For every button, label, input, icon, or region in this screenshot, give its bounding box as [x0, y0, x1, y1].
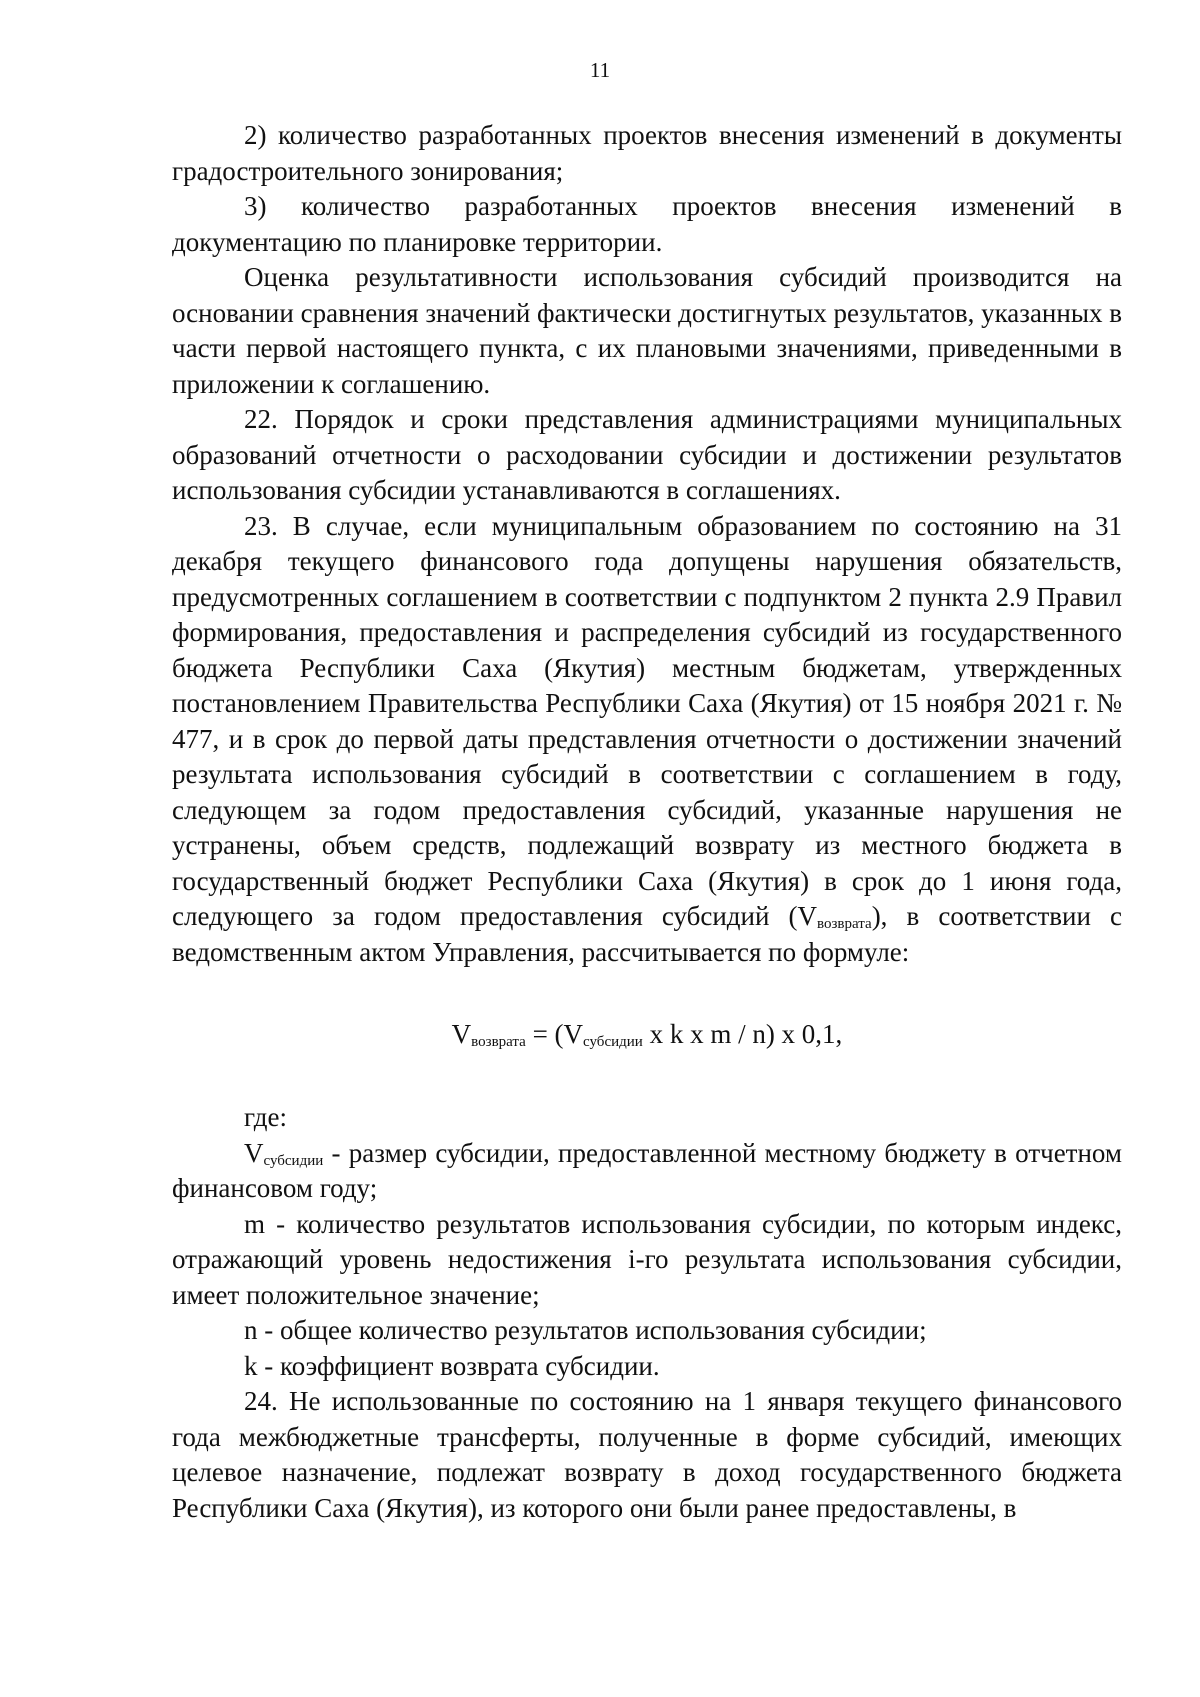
paragraph-23: [172, 509, 1122, 971]
paragraph-23-text: 23. В случае, если муниципальным образованием по состоянию на 31 декабря текущего финансового года допущены нарушения обязательств, предусмотренных соглашением в соответствии с подпунктом 2 пункта 2.9 Правил формирования, предоставления и распределения субсидий из государственного бюджета Республики Саха (Якутия) местным бюджетам, утвержденных постановлением Правительства Республики Саха (Якутия) от 15 ноября 2021 г. № 477, и в срок до первой даты представления отчетности о достижении значений результата использования субсидий в соответствии с соглашением в году, следующем за годом предоставления субсидий, указанные нарушения не устранены, объем средств, подлежащий возврату из местного бюджета в государственный бюджет Республики Саха (Якутия) в срок до 1 июня года, следующего за годом предоставления субсидий (V: [172, 510, 1122, 931]
formula-lhs-subscript: возврата: [471, 1034, 526, 1050]
definition-n: n - общее количество результатов использования субсидии;: [244, 1315, 927, 1345]
definition-subscript: субсидии: [263, 1152, 324, 1169]
paragraph-23-subscript: возврата: [817, 916, 872, 932]
definition-m: m - количество результатов использования субсидии, по которым индекс, отражающий уровень недостижения i-го результата использования субсидии, имеет положительное значение;: [172, 1208, 1122, 1310]
paragraph-evaluation: Оценка результативности использования субсидий производится на основании сравнения значений фактически достигнутых результатов, указанных в части первой настоящего пункта, с их плановыми значениями, приведенными в приложении к соглашению.: [172, 262, 1122, 399]
where-label: где:: [244, 1102, 287, 1132]
paragraph-24: 24. Не использованные по состоянию на 1 января текущего финансового года межбюджетные трансферты, полученные в форме субсидий, имеющих целевое назначение, подлежат возврату в доход государственного бюджета Республики Саха (Якутия), из которого они были ранее предоставлены, в: [172, 1386, 1122, 1523]
paragraph-item-2: 2) количество разработанных проектов внесения изменений в документы градостроительного зонирования;: [172, 120, 1122, 186]
definition-symbol: V: [244, 1137, 264, 1168]
formula-lhs-symbol: V: [451, 1019, 472, 1049]
definition-k: k - коэффициент возврата субсидии.: [244, 1350, 660, 1381]
page-number: 11: [589, 58, 611, 82]
paragraph-item-3: 3) количество разработанных проектов внесения изменений в документацию по планировке территории.: [172, 191, 1122, 257]
document-body: [172, 118, 1122, 1526]
definition-v-subsidy: [172, 1136, 1122, 1207]
paragraph-22: 22. Порядок и сроки представления администрациями муниципальных образований отчетности о расходовании субсидии и достижении результатов использования субсидии устанавливаются в соглашениях.: [172, 404, 1122, 505]
formula-eq-open: = (V: [525, 1019, 584, 1049]
paragraph-23-tail: ), в соответствии с ведомственным актом Управления, рассчитывается по формуле:: [172, 901, 1122, 967]
definition-text: - размер субсидии, предоставленной местному бюджету в отчетном финансовом году;: [172, 1137, 1122, 1203]
formula: [172, 1014, 1122, 1054]
formula-rest: x k x m / n) x 0,1,: [642, 1019, 843, 1049]
formula-rhs-subscript: субсидии: [583, 1034, 643, 1050]
